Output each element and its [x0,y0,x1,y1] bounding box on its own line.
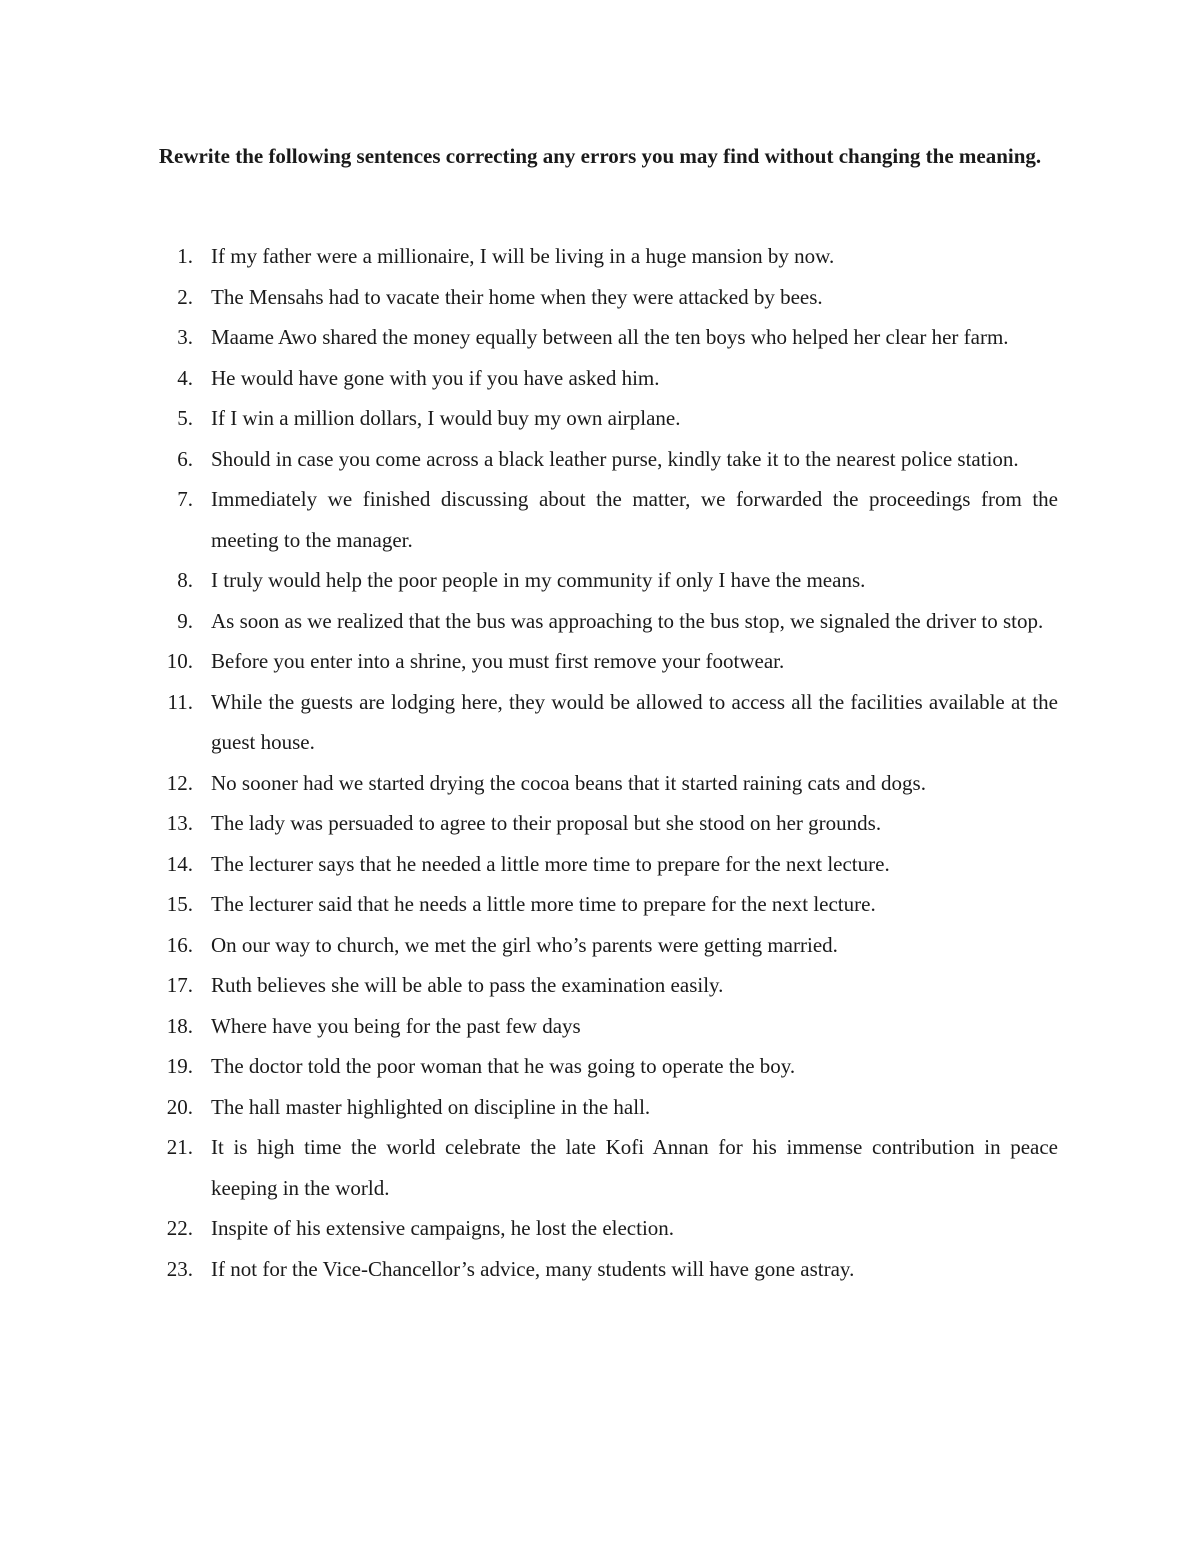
item-number: 16. [166,932,193,957]
item-number: 15. [166,892,193,916]
list-item [0,763,1200,804]
item-number: 14. [166,851,193,876]
item-text: The lecturer says that he needed a little more time to prepare for the next lecture. [211,851,890,876]
item-text: I truly would help the poor people in my community if only I have the means. [211,568,866,592]
item-text: The Mensahs had to vacate their home when they were attacked by bees. [211,284,823,309]
list-item [0,803,1200,844]
list-item [0,1006,1200,1047]
list-item [0,641,1200,682]
item-number: 2. [177,284,193,309]
item-text: Maame Awo shared the money equally between all the ten boys who helped her clear her farm. [211,325,1009,349]
list-item [0,479,1200,560]
item-number: 6. [177,446,193,471]
item-number: 23. [166,1256,193,1281]
item-text: The doctor told the poor woman that he was going to operate the boy. [211,1054,796,1078]
item-text: He would have gone with you if you have asked him. [211,365,660,390]
item-text: The hall master highlighted on discipline in the hall. [211,1094,651,1119]
question-list [0,236,1200,1289]
list-item [0,1046,1200,1087]
list-item [0,1087,1200,1128]
item-text: The lady was persuaded to agree to their proposal but she stood on her grounds. [211,811,882,835]
list-item [0,1208,1200,1249]
item-text: While the guests are lodging here, they would be allowed to access all the facilities available at the guest house. [211,689,1058,754]
item-text: It is high time the world celebrate the late Kofi Annan for his immense contribution in peace keeping in the world. [211,1135,1058,1200]
item-text: On our way to church, we met the girl who’s parents were getting married. [211,932,838,957]
item-text: If I win a million dollars, I would buy my own airplane. [211,406,681,430]
item-number: 11. [167,689,193,714]
item-number: 17. [166,973,193,997]
list-item [0,1249,1200,1290]
list-item [0,884,1200,925]
list-item [0,682,1200,763]
list-item [0,601,1200,642]
list-item [0,236,1200,277]
item-number: 19. [166,1054,193,1078]
list-item [0,439,1200,480]
item-text: Where have you being for the past few days [211,1013,581,1038]
item-number: 18. [166,1013,193,1038]
list-item [0,965,1200,1006]
item-text: Should in case you come across a black leather purse, kindly take it to the nearest police station. [211,446,1019,471]
item-number: 9. [177,608,193,633]
item-text: Inspite of his extensive campaigns, he lost the election. [211,1216,675,1240]
list-item [0,277,1200,318]
item-text: Ruth believes she will be able to pass the examination easily. [211,973,724,997]
item-text: If not for the Vice-Chancellor’s advice, many students will have gone astray. [211,1256,855,1281]
item-number: 13. [166,811,193,835]
item-number: 8. [177,568,193,592]
item-text: No sooner had we started drying the cocoa beans that it started raining cats and dogs. [211,770,926,795]
list-item [0,317,1200,358]
list-item [0,1127,1200,1208]
item-text: Immediately we finished discussing about the matter, we forwarded the proceedings from the meeting to the manager. [211,487,1058,552]
item-text: Before you enter into a shrine, you must first remove your footwear. [211,649,785,673]
item-text: As soon as we realized that the bus was approaching to the bus stop, we signaled the driver to stop. [211,608,1044,633]
item-text: The lecturer said that he needs a little more time to prepare for the next lecture. [211,892,876,916]
item-number: 5. [177,406,193,430]
item-number: 20. [166,1094,193,1119]
item-number: 3. [177,325,193,349]
item-number: 10. [166,649,193,673]
item-number: 1. [177,244,193,268]
item-number: 7. [177,487,193,511]
item-number: 4. [177,365,193,390]
list-item [0,398,1200,439]
list-item [0,560,1200,601]
list-item [0,925,1200,966]
list-item [0,844,1200,885]
page-title: Rewrite the following sentences correcting any errors you may find without changing the meaning. [158,144,1042,168]
item-text: If my father were a millionaire, I will be living in a huge mansion by now. [211,244,835,268]
item-number: 12. [166,770,193,795]
item-number: 22. [166,1216,193,1240]
item-number: 21. [166,1135,193,1159]
list-item [0,358,1200,399]
